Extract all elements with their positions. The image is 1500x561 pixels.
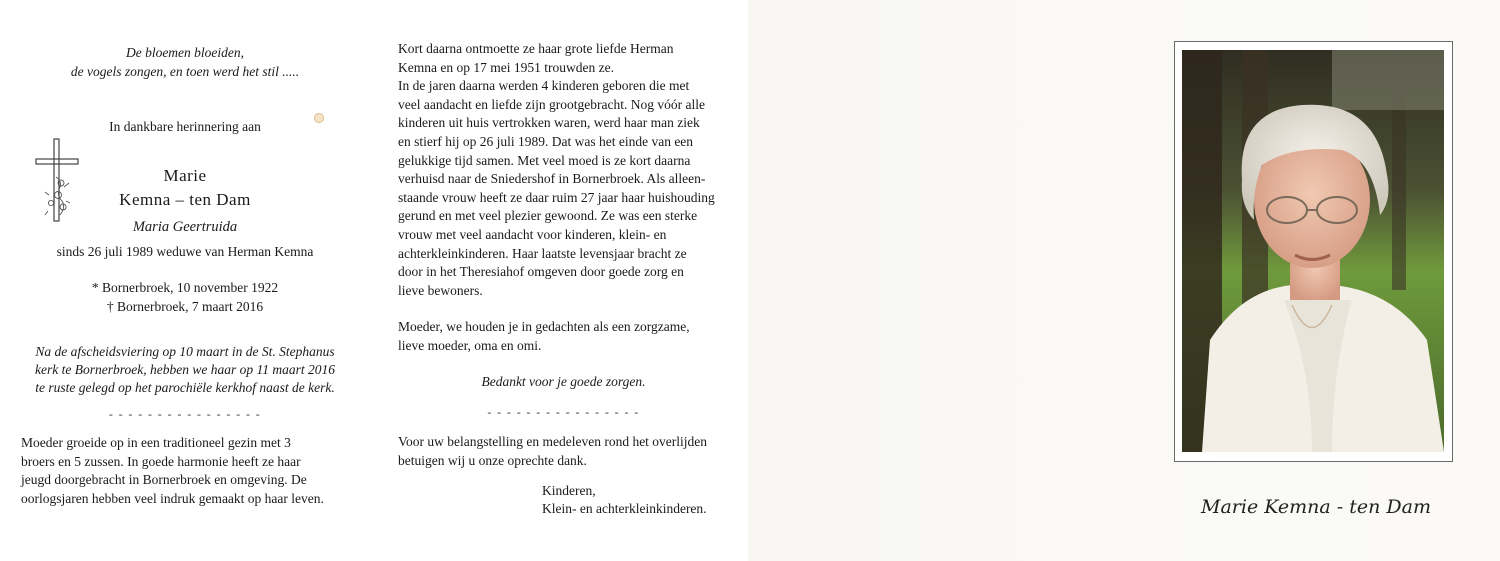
divider-left: - - - - - - - - - - - - - - - - bbox=[108, 407, 262, 421]
divider-middle: - - - - - - - - - - - - - - - - bbox=[487, 405, 640, 419]
poem-line-2: de vogels zongen, en toen werd het stil ..... bbox=[70, 64, 300, 79]
deceased-first-name bbox=[20, 166, 350, 186]
story-line: kinderen uit huis vertrokken waren, werd haar man ziek bbox=[398, 115, 700, 131]
birth-line: * Bornerbroek, 10 november 1922 bbox=[91, 280, 279, 295]
story-line: staande vrouw heeft ze daar ruim 27 jaar haar huishouding bbox=[398, 189, 715, 205]
bio-line: Moeder groeide op in een traditioneel gezin met 3 bbox=[21, 435, 291, 450]
bio-line: oorlogsjaren hebben veel indruk gemaakt op haar leven. bbox=[21, 490, 324, 506]
remembrance-text-line: lieve moeder, oma en omi. bbox=[398, 337, 542, 353]
story-line: veel aandacht en liefde zijn grootgebracht. Nog vóór alle bbox=[398, 96, 705, 112]
death-line: † Bornerbroek, 7 maart 2016 bbox=[106, 299, 264, 314]
life-story-paragraph bbox=[398, 40, 729, 300]
signature-grandchildren: Klein- en achterkleinkinderen. bbox=[542, 501, 707, 516]
gratitude-paragraph bbox=[398, 433, 729, 470]
given-names: Maria Geertruida bbox=[132, 219, 238, 235]
gratitude-line: betuigen wij u onze oprechte dank. bbox=[398, 452, 587, 468]
story-line: door in het Theresiahof omgeven door goede zorg en bbox=[398, 264, 684, 280]
story-line: verhuisd naar de Sniedershof in Bornerbroek. Als alleen- bbox=[398, 171, 706, 187]
story-line: vrouw met veel aandacht voor kinderen, klein- en bbox=[398, 226, 667, 242]
paper-spot bbox=[314, 113, 324, 123]
deceased-full-name bbox=[20, 190, 350, 210]
story-line: Kemna en op 17 mei 1951 trouwden ze. bbox=[398, 59, 614, 75]
funeral-line-2: kerk te Bornerbroek, hebben we haar op 11 maart 2016 bbox=[35, 362, 335, 377]
funeral-line-3: te ruste gelegd op het parochiële kerkhof naast de kerk. bbox=[35, 380, 335, 395]
story-line: achterkleinkinderen. Haar laatste levensjaar bracht ze bbox=[398, 245, 687, 261]
portrait-illustration bbox=[1182, 50, 1444, 452]
portrait-photo bbox=[1182, 50, 1444, 452]
remembrance-line: In dankbare herinnering aan bbox=[109, 119, 261, 134]
full-name-text: Kemna – ten Dam bbox=[119, 190, 251, 209]
photo-caption: Marie Kemna - ten Dam bbox=[1201, 496, 1431, 518]
first-name-text: Marie bbox=[163, 166, 207, 185]
remembrance-text-line: Moeder, we houden je in gedachten als een zorgzame, bbox=[398, 319, 690, 334]
story-line: gerund en met veel plezier gewoond. Ze was een sterke bbox=[398, 208, 698, 224]
gratitude-line: Voor uw belangstelling en medeleven rond het overlijden bbox=[398, 434, 708, 449]
story-line: lieve bewoners. bbox=[398, 282, 483, 298]
story-line: en stierf hij op 26 juli 1989. Dat was het einde van een bbox=[398, 133, 694, 149]
biography-paragraph bbox=[21, 434, 351, 508]
funeral-line-1: Na de afscheidsviering op 10 maart in de St. Stephanus bbox=[35, 344, 335, 359]
signature-children: Kinderen, bbox=[542, 483, 596, 498]
poem-line-1: De bloemen bloeiden, bbox=[125, 45, 245, 60]
thanks-for-care: Bedankt voor je goede zorgen. bbox=[481, 374, 646, 389]
widow-line: sinds 26 juli 1989 weduwe van Herman Kemna bbox=[56, 244, 314, 259]
story-line: In de jaren daarna werden 4 kinderen geboren die met bbox=[398, 78, 690, 94]
story-line: Kort daarna ontmoette ze haar grote liefde Herman bbox=[398, 41, 674, 56]
bio-line: jeugd doorgebracht in Bornerbroek en omgeving. De bbox=[21, 472, 307, 488]
remembrance-paragraph bbox=[398, 318, 729, 355]
bio-line: broers en 5 zussen. In goede harmonie heeft ze haar bbox=[21, 453, 301, 469]
story-line: gelukkige tijd samen. Met veel moed is ze kort daarna bbox=[398, 152, 691, 168]
